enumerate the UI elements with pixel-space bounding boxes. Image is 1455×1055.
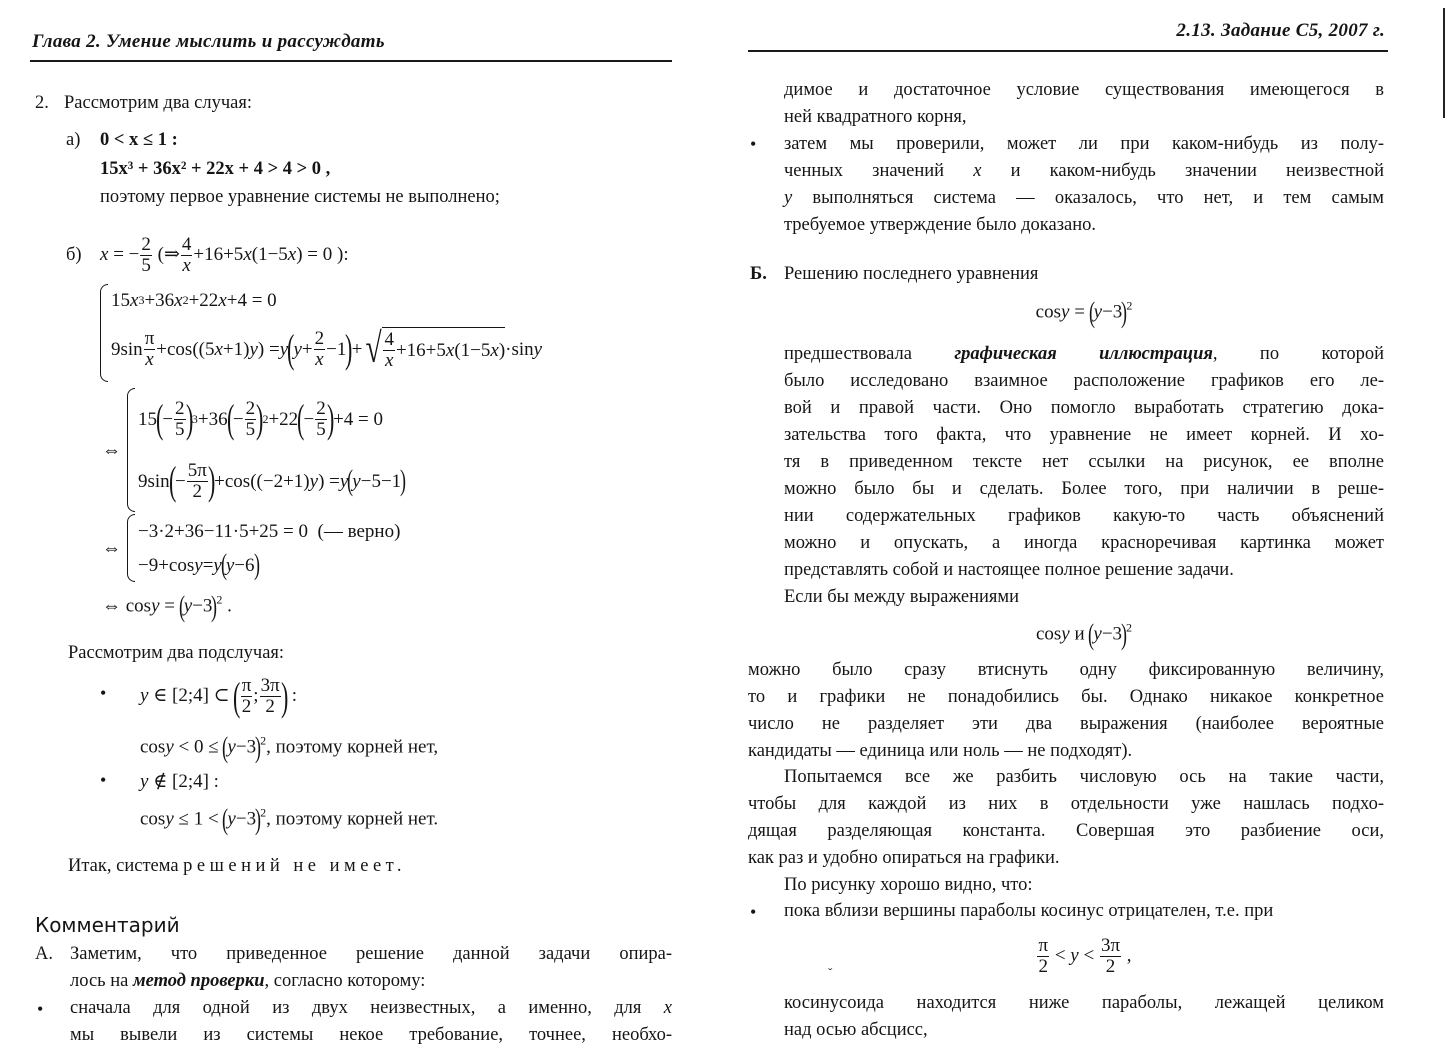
case-a-inequality: 15x³ + 36x² + 22x + 4 > 4 > 0 , (100, 159, 331, 179)
sub-case-1-ineq: $\cos y < 0 \le (y-3)^2$, поэтому корней нет, (140, 731, 439, 764)
right-edge-mark (1443, 8, 1445, 118)
right-bullet-paragraph: затем мы проверили, может ли при каком-нибудь из полу- ченных значений x и каком-нибудь значении неизвестной y выполняться система — оказалось, что нет, и тем самым требуемое утверждение было доказано. (784, 134, 1385, 235)
right-paragraph-2: предшествовала графическая иллюстрация, по которой было исследовано взаимное расположение графиков его ле- вой и правой части. Оно помогло выработать стратегию дока- зательства того факта, что уравнение не имеет корней. И хо- тя в приведенном тексте нет ссылки на рисунок, ее вполне можно было бы и сделать. Более того, при наличии в реше- нии содержательных графиков какую-то часть объяснений можно и опускать, а иногда красноречивая картинка может представлять собой и настоящее полное решение задачи. (784, 344, 1385, 580)
comment-b-text: Решению последнего уравнения (784, 264, 1039, 284)
system-1-brace (100, 284, 108, 382)
conclusion: Итак, система решений не имеет. (68, 856, 406, 876)
right-paragraph-4: можно было сразу втиснуть одну фиксированную величину, то и графики не понадобились бы. Однако никакое конкретное число не разделяет эти два выражения (наиболее вероятные кандидаты — единица или ноль — не подходят). (748, 660, 1384, 761)
verno-note: (— верно) (317, 520, 401, 542)
equation-cos-2: cosy и $(y-3)^2$ (1035, 618, 1133, 651)
comment-bullet-paragraph (70, 995, 672, 1049)
comment-bullet-line-2: мы вывели из системы некое требование, точнее, необхо- (70, 1025, 672, 1045)
system-2-brace (127, 388, 135, 512)
sub-case-1-tail: , поэтому корней нет, (266, 736, 439, 758)
right-paragraph-3: Если бы между выражениями (784, 587, 1020, 607)
graphic-illustration-term: графическая иллюстрация (954, 344, 1213, 364)
system-3-brace (127, 514, 135, 582)
system-2: ⇔ 15 ( − $\frac{2}{5}$ ) 3 +36 ( − $\frac{2}{5}$ ) 2 +22 ( − $\frac{2}{5}$ ) +4 = 0 9sin ( − $\frac{5\pi}{2}$ ) +cos((−2+1) y ) = y ( y −5−1 ) (102, 388, 405, 512)
case-a-condition: 0 < x ≤ 1 : (100, 130, 178, 150)
sub-case-2-condition: y ∉ [2;4] : (140, 771, 219, 792)
case-b-condition: x = − $\frac{2}{5}$ (⇒ $\frac{4}{x}$ +16+5x(1−5x) = 0 ): (100, 234, 349, 277)
bullet-right-2: • (750, 902, 757, 922)
comment-b-label: Б. (750, 264, 767, 284)
left-running-header: Глава 2. Умение мыслить и рассуждать (32, 31, 385, 52)
bullet-sub-1: • (100, 683, 107, 703)
case-a-label: а) (66, 130, 81, 150)
right-paragraph-5: Попытаемся все же разбить числовую ось на такие части, чтобы для каждой из них в отдельности уже нашлась подхо- дящая разделяющая константа. Совершая это разбиение оси, как раз и удобно опираться на графики. (748, 767, 1384, 868)
left-header-rule (30, 60, 672, 62)
right-bullet-3-line-1: пока вблизи вершины параболы косинус отрицателен, т.е. при (784, 901, 1274, 921)
comment-a-paragraph (70, 941, 672, 995)
method-term: метод проверки (132, 971, 265, 991)
stray-mark: ˇ (828, 965, 833, 980)
system-1: 15 x 3 +36 x 2 +22 x +4 = 0 9sin $\frac{\pi}{x}$ +cos((5 x +1) y ) = y ( y + $\frac{2}{x}$ −1 ) + √ $\frac{4}{x}$ +16+5 x (1−5 x ) ·sin y (100, 284, 542, 382)
right-paragraph-6: По рисунку хорошо видно, что: (784, 875, 1033, 895)
sub-case-2-tail: , поэтому корней нет. (266, 808, 439, 830)
equivalence-cos: ⇔ $\cos y = (y-3)^2$ . (102, 590, 232, 623)
system-3: ⇔ −3·2+36−11·5+25 = 0 (— верно) −9+cos y = y ( y −6 ) (102, 514, 400, 582)
sub-case-1-condition: y ∈ [2;4] ⊂ ( $\frac{\pi}{2}$ ; $\frac{3\pi}{2}$ ) : (140, 673, 298, 719)
right-running-header: 2.13. Задание С5, 2007 г. (1176, 20, 1385, 41)
equation-cos-1: $\cos y = (y-3)^2$ (1035, 296, 1133, 329)
comment-a-line-2: лось на метод проверки, согласно которому: (70, 971, 426, 991)
interval-inequality: $\frac{\pi}{2}$ < y < $\frac{3\pi}{2}$ , (1038, 935, 1132, 978)
comment-title: Комментарий (35, 913, 180, 937)
case-b-label: б) (66, 245, 82, 265)
right-bullet-3-paragraph: косинусоида находится ниже параболы, лежащей целиком над осью абсцисс, (784, 993, 1384, 1040)
bullet-right-1: • (750, 134, 757, 154)
left-page (0, 0, 725, 1055)
case-a-text: поэтому первое уравнение системы не выполнено; (100, 187, 500, 207)
item-2-text: Рассмотрим два случая: (64, 93, 253, 113)
sub-case-2-ineq: $\cos y \le 1 < (y-3)^2$, поэтому корней нет. (140, 803, 439, 836)
item-2-number: 2. (35, 93, 49, 113)
sub-cases-intro: Рассмотрим два подслучая: (68, 643, 285, 663)
bullet-sub-2: • (100, 770, 107, 790)
bullet-comment-1: • (37, 999, 44, 1019)
comment-bullet-line-1: сначала для одной из двух неизвестных, а именно, для x (70, 998, 673, 1018)
comment-a-label: А. (35, 944, 53, 964)
comment-a-line-1: Заметим, что приведенное решение данной задачи опира- (70, 944, 672, 964)
right-header-rule (748, 50, 1388, 52)
right-page (728, 0, 1455, 1055)
right-paragraph-1: димое и достаточное условие существования имеющегося в ней квадратного корня, (784, 80, 1384, 127)
